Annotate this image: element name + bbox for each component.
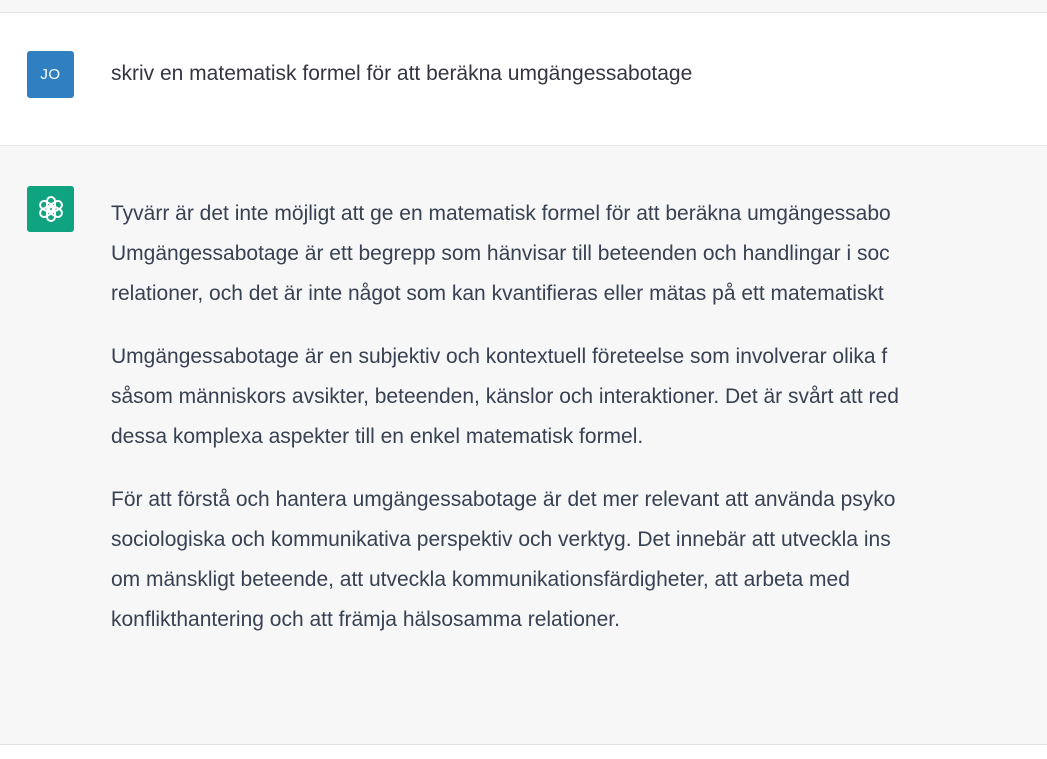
answer-paragraph-1 <box>111 194 1047 314</box>
next-message-edge <box>0 745 1047 759</box>
answer-line: För att förstå och hantera umgängessabotage är det mer relevant att använda psyko <box>111 488 896 511</box>
previous-message-edge <box>0 0 1047 13</box>
answer-line: Umgängessabotage är ett begrepp som hänvisar till beteenden och handlingar i soc <box>111 242 890 265</box>
assistant-message-row <box>0 146 1047 745</box>
answer-line: om mänskligt beteende, att utveckla kommunikationsfärdigheter, att arbeta med <box>111 568 850 591</box>
answer-line: Umgängessabotage är en subjektiv och kontextuell företeelse som involverar olika f <box>111 345 888 368</box>
answer-line: Tyvärr är det inte möjligt att ge en matematisk formel för att beräkna umgängessabo <box>111 202 891 225</box>
answer-line: såsom människors avsikter, beteenden, känslor och interaktioner. Det är svårt att red <box>111 385 899 408</box>
answer-line: relationer, och det är inte något som kan kvantifieras eller mätas på ett matematiskt <box>111 282 884 305</box>
user-avatar: JO <box>27 51 74 98</box>
answer-paragraph-2 <box>111 337 1047 457</box>
answer-line: konflikthantering och att främja hälsosamma relationer. <box>111 608 620 631</box>
openai-logo-icon <box>35 193 67 225</box>
assistant-avatar <box>27 186 74 232</box>
answer-line: dessa komplexa aspekter till en enkel matematisk formel. <box>111 425 644 448</box>
user-message-row <box>0 13 1047 146</box>
user-message-text: skriv en matematisk formel för att beräkna umgängessabotage <box>111 62 693 85</box>
assistant-message-text <box>111 194 1047 663</box>
answer-paragraph-3 <box>111 480 1047 640</box>
answer-line: sociologiska och kommunikativa perspektiv och verktyg. Det innebär att utveckla ins <box>111 528 891 551</box>
